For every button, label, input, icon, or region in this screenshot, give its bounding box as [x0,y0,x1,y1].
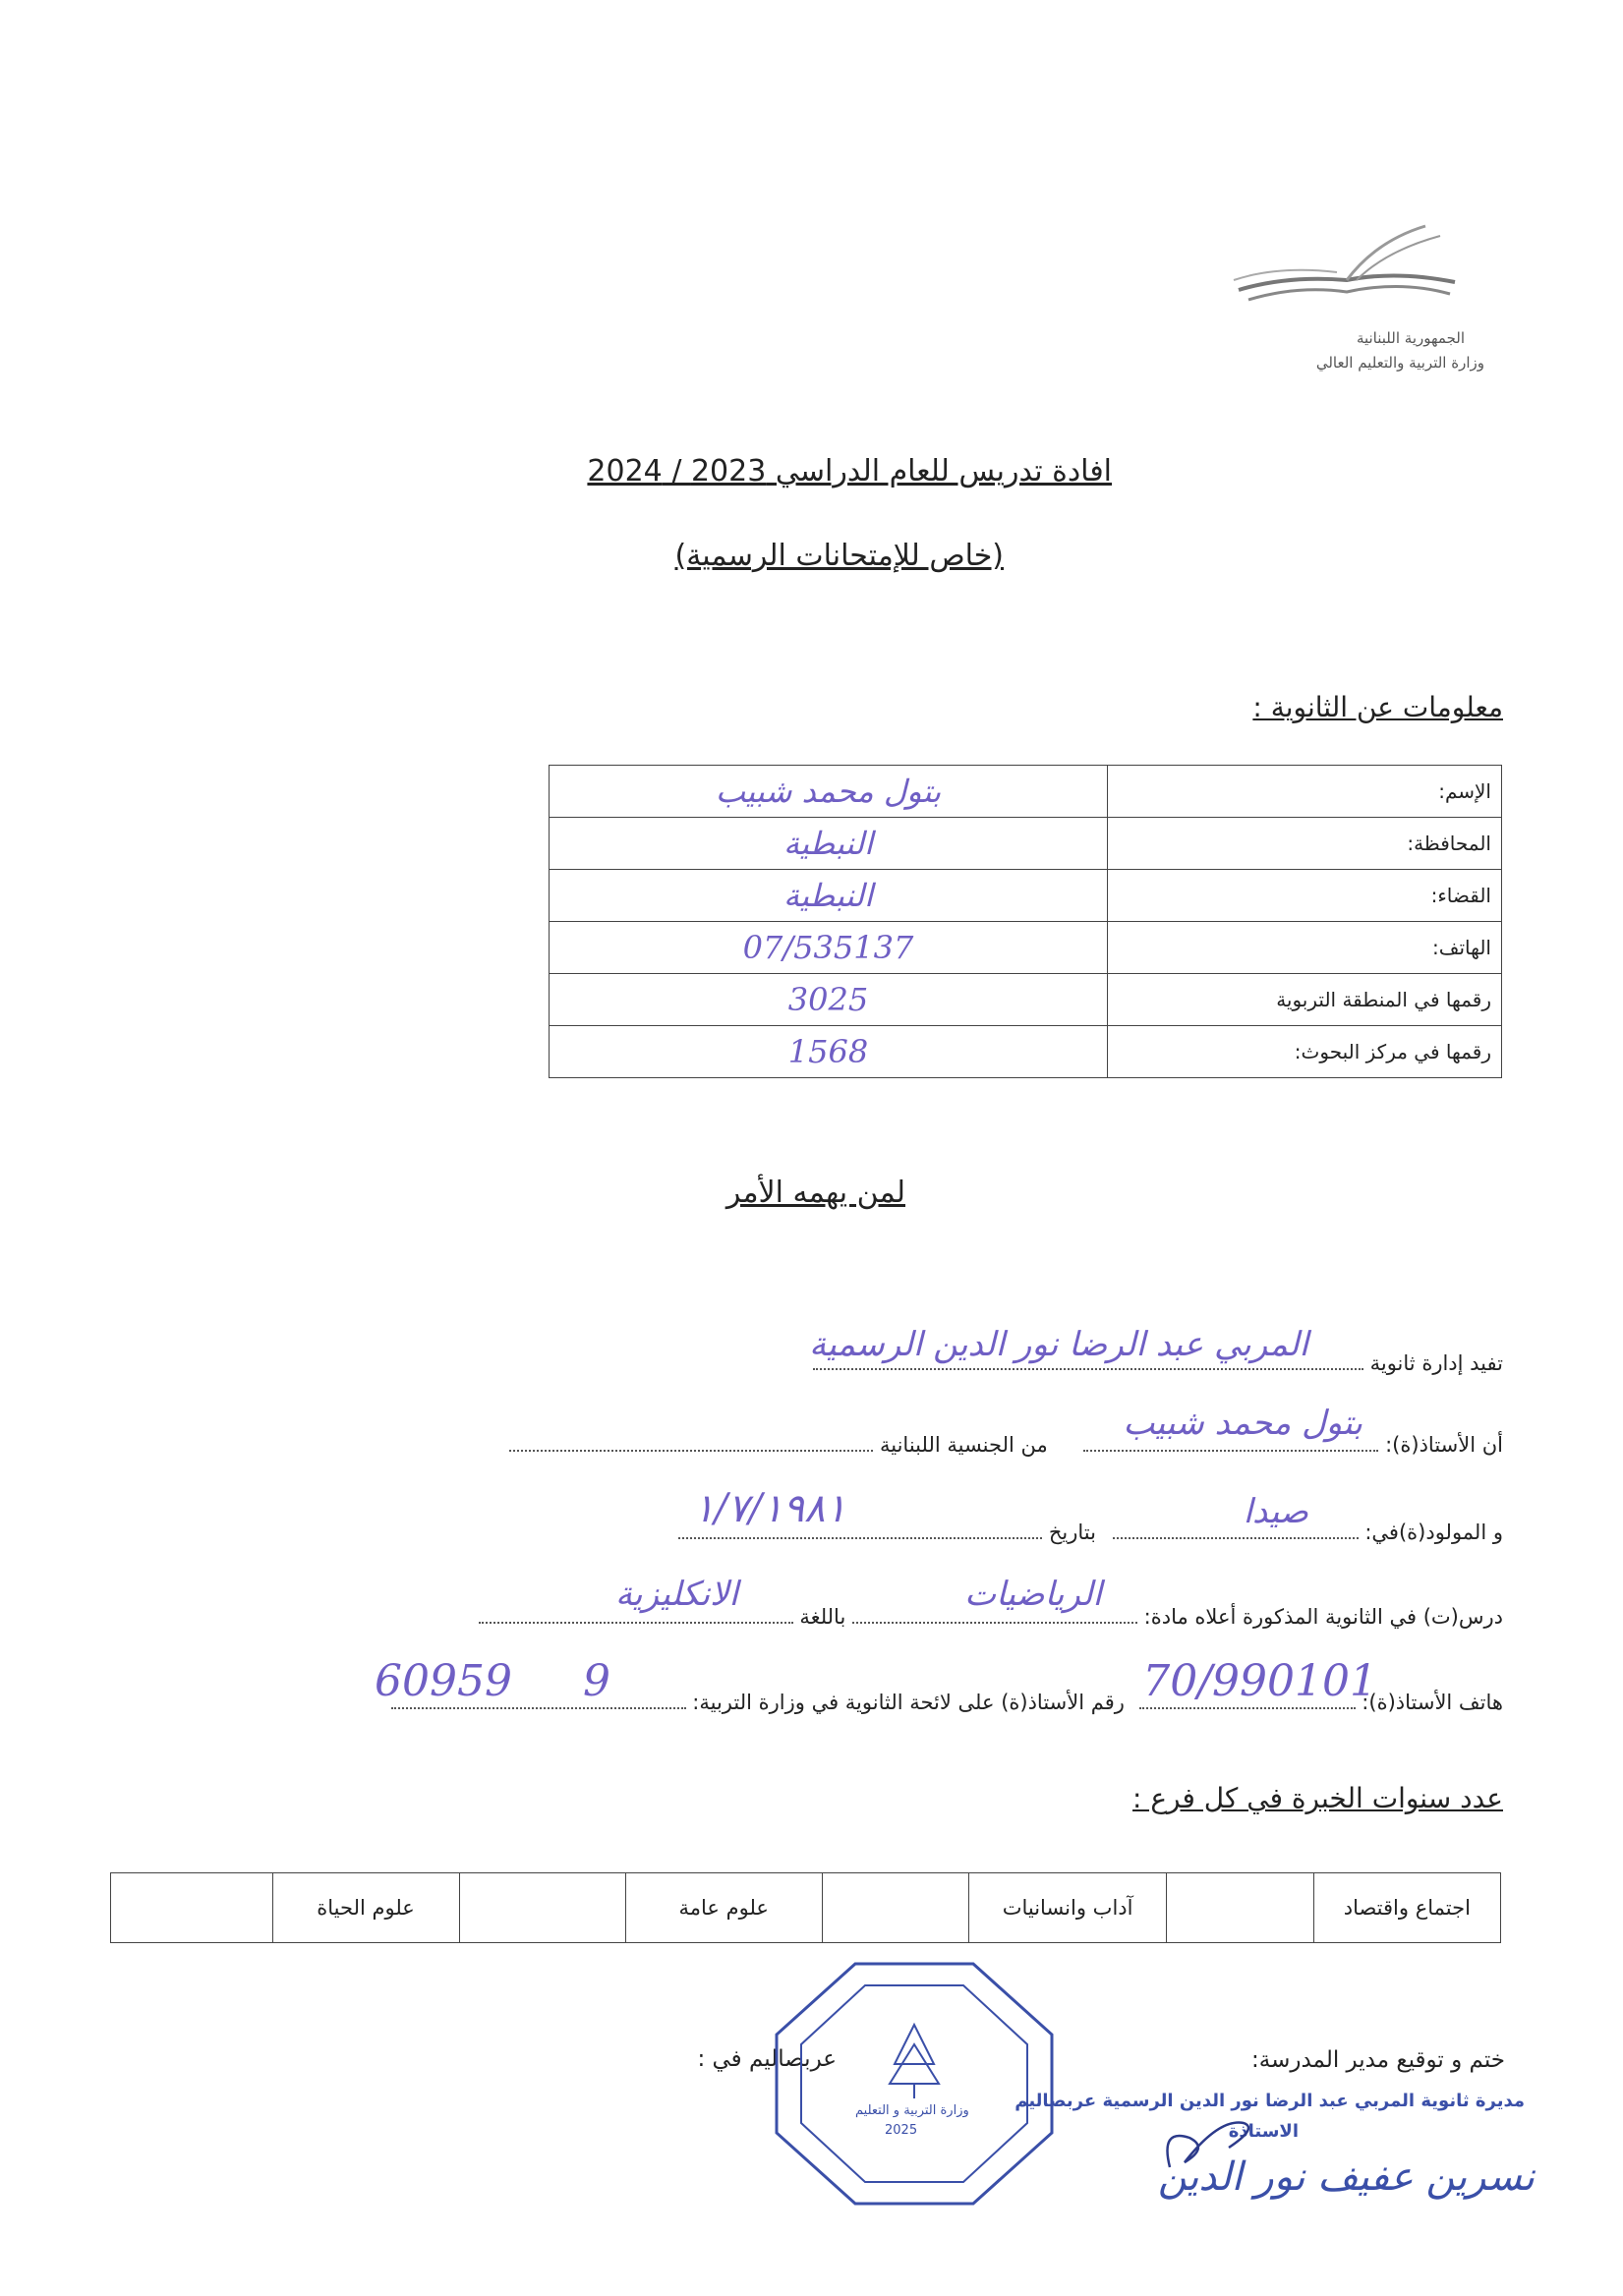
branch-label: اجتماع واقتصاد [1313,1873,1500,1943]
row-label: الهاتف: [1108,922,1502,974]
line4-lang: الانكليزية [614,1575,738,1614]
to-whom-heading: لمن يهمه الأمر [725,1176,905,1210]
place-date-label: عربصاليم في : [697,2046,837,2072]
table-row [550,818,1502,870]
signature-title: ختم و توقيع مدير المدرسة: [1251,2047,1505,2073]
line4-lang-label: باللغة [799,1605,846,1629]
row-label: المحافظة: [1108,818,1502,870]
row-value: بتول محمد شبيب [550,766,1108,818]
school-info-table [549,765,1502,1078]
table-row [550,870,1502,922]
signature-scribble-icon [1150,2108,1268,2187]
branch-label: علوم الحياة [272,1873,459,1943]
table-row [550,974,1502,1026]
principal-stamp-title: الاستاذة [1228,2121,1299,2142]
row-value: 07/535137 [550,922,1108,974]
branch-value [459,1873,625,1943]
branch-value [111,1873,273,1943]
line3-place: صيدا [1243,1492,1308,1531]
branch-value [1166,1873,1313,1943]
stamp-octagon-icon [767,1956,1062,2211]
row-label: رقمها في مركز البحوث: [1108,1026,1502,1078]
letterhead-ministry: وزارة التربية والتعليم العالي [1315,354,1484,372]
line2-suffix: من الجنسية اللبنانية [879,1433,1048,1457]
book-logo-icon [1229,221,1465,319]
principal-stamp-school: مديرة ثانوية المربي عبد الرضا نور الدين الرسمية عربصاليم [1014,2091,1525,2111]
row-value: النبطية [550,870,1108,922]
table-row [550,766,1502,818]
table-row [550,1026,1502,1078]
row-value: 3025 [550,974,1108,1026]
line3-label: و المولود(ة)في: [1364,1521,1503,1544]
line3-date-label: بتاريخ [1048,1521,1096,1544]
line1-label: تفيد إدارة ثانوية [1369,1351,1503,1375]
line2-value: بتول محمد شبيب [1123,1404,1362,1443]
table-row [111,1873,1501,1943]
branch-label: علوم عامة [625,1873,822,1943]
line2-label: أن الأستاذ(ة): [1385,1433,1503,1457]
line5-extra: 60959 [375,1656,512,1706]
branch-value [822,1873,969,1943]
principal-stamp-name: نسرين عفيف نور الدين [1157,2154,1535,2200]
line5-phone: 70/990101 [1142,1656,1377,1706]
line5-label-phone: هاتف الأستاذ(ة): [1362,1691,1503,1714]
experience-table [110,1872,1501,1943]
row-label: رقمها في المنطقة التربوية [1108,974,1502,1026]
row-label: القضاء: [1108,870,1502,922]
line4-label: درس(ت) في الثانوية المذكورة أعلاه مادة: [1143,1605,1503,1629]
stamp-year: 2025 [885,2123,918,2138]
row-value: 1568 [550,1026,1108,1078]
letterhead-republic: الجمهورية اللبنانية [1356,329,1465,347]
school-stamp [767,1956,1062,2211]
line5-label-number: رقم الأستاذ(ة) على لائحة الثانوية في وزارة التربية: [692,1691,1125,1714]
branch-label: آداب وانسانيات [969,1873,1167,1943]
line1-value: المربي عبد الرضا نور الدين الرسمية [809,1325,1308,1364]
row-value: النبطية [550,818,1108,870]
page-title: افادة تدريس للعام الدراسي 2023 / 2024 [587,454,1112,488]
line5-number: 9 [583,1656,610,1706]
table-row [550,922,1502,974]
line4-subject: الرياضيات [964,1575,1102,1614]
experience-heading: عدد سنوات الخبرة في كل فرع : [1132,1782,1503,1814]
row-label: الإسم: [1108,766,1502,818]
line3-date: ١/٧/١٩٨١ [693,1486,846,1531]
stamp-ministry: وزارة التربية و التعليم [855,2103,969,2118]
school-info-heading: معلومات عن الثانوية : [1252,691,1503,723]
page-subtitle: (خاص للإمتحانات الرسمية) [674,539,1004,573]
letterhead [1209,221,1504,378]
